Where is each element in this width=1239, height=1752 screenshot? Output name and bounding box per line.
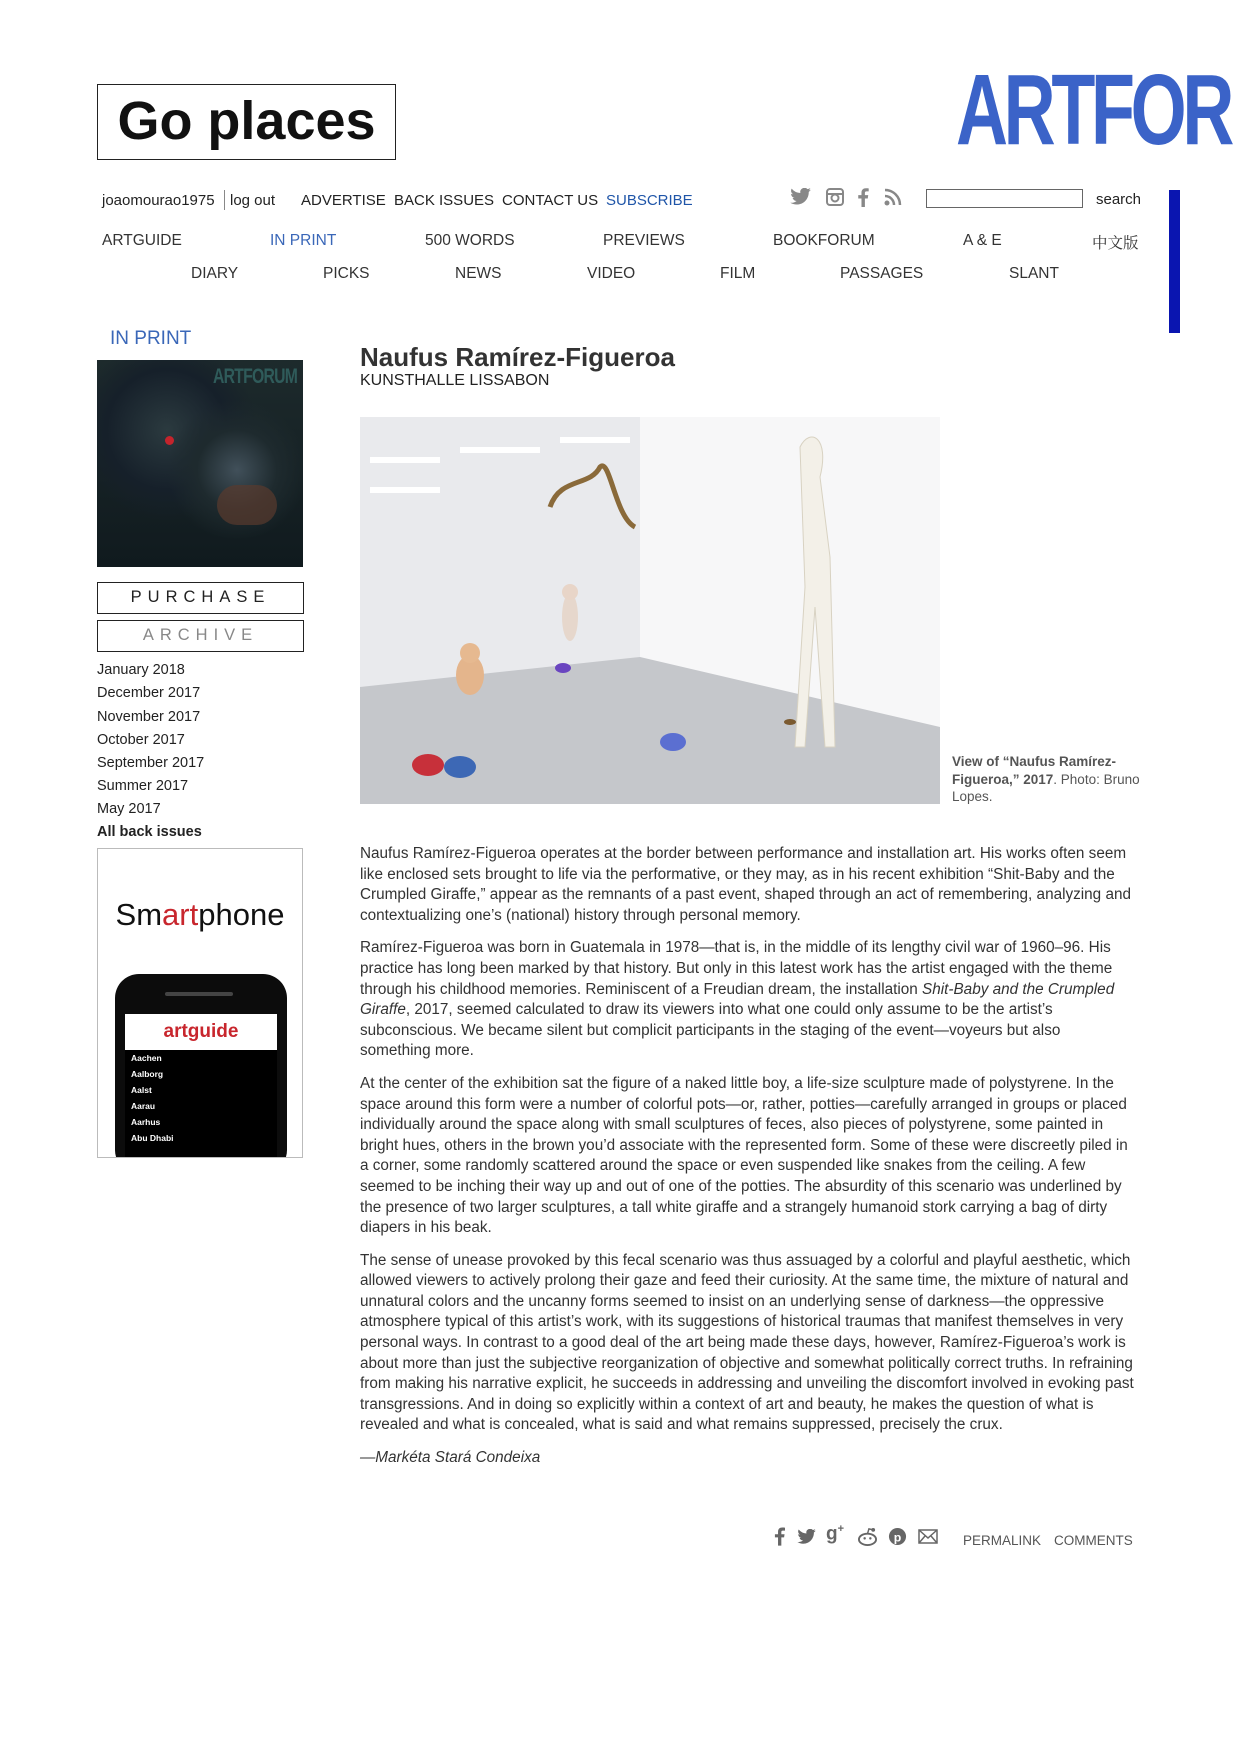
nav-news[interactable]: NEWS [455,265,502,282]
username[interactable]: joaomourao1975 [102,192,215,209]
city-item: Abu Dhabi [131,1133,174,1143]
nav-500-words[interactable]: 500 WORDS [425,232,515,249]
issue-link[interactable]: November 2017 [97,709,201,725]
paragraph: At the center of the exhibition sat the figure of a naked little boy, a life-size sculpture made of polystyrene. In the space around this form were a number of colorful pots—or, rather, potties—carefully arranged in groups or placed individually around the space along with small sculptures of feces, also pieces of polystyrene, some painted in bright hues, others in the brown you’d associate with the represented form. Some of these were discreetly piled in a corner, some randomly scattered around the space or even suspended like snakes from the ceiling. A few seemed to be inching their way up and out of one of the potties. The absurdity of this scenario was underlined by the presence of two larger sculptures, a tall white giraffe and a strangely humanoid stork carrying a bag of dirty diapers in his beak. [360,1074,1128,1237]
nav-previews[interactable]: PREVIEWS [603,232,685,249]
nav-diary[interactable]: DIARY [191,265,239,282]
issue-link[interactable]: September 2017 [97,755,205,771]
logout-link[interactable]: log out [230,192,276,209]
issue-link[interactable]: October 2017 [97,732,185,748]
cover-masthead: ARTFORUM [212,365,297,388]
archive-button[interactable]: ARCHIVE [97,620,304,652]
reddit-icon[interactable] [857,1527,878,1551]
issue-link[interactable]: December 2017 [97,685,201,701]
nav-slant[interactable]: SLANT [1009,265,1059,282]
purchase-button[interactable]: PURCHASE [97,582,304,614]
article-venue: KUNSTHALLE LISSABON [360,372,550,389]
search-input[interactable] [926,189,1083,208]
nav-passages[interactable]: PASSAGES [840,265,924,282]
instagram-icon[interactable] [826,188,844,212]
nav-artguide[interactable]: ARTGUIDE [102,232,182,249]
article-body [360,844,1135,1481]
paragraph: Ramírez-Figueroa was born in Guatemala in 1978—that is, in the middle of its lengthy civil war of 1960–96. His practice has long been marked by that history. But only in this latest work has the artist engaged with the theme through his childhood memories. Reminiscent of a Freudian dream, the installation Shit-Baby and the Crumpled Giraffe, 2017, seemed calculated to draw its viewers into what one could only assume to be the artist’s subconscious. We became silent but complicit participants in the staging of the event—voyeurs but also something more. [360,939,1115,1060]
city-item: Aarhus [131,1117,161,1127]
issue-link[interactable]: January 2018 [97,662,185,678]
pinterest-icon[interactable] [888,1527,907,1551]
author-signature[interactable]: —Markéta Stará Condeixa [360,1449,541,1467]
issue-link[interactable]: Summer 2017 [97,778,189,794]
site-logo[interactable]: ARTFOR [956,54,1231,166]
app-name: artguide [125,1014,277,1050]
article-title: Naufus Ramírez-Figueroa [360,342,675,372]
section-title: IN PRINT [110,328,192,349]
phone-illustration [115,974,287,1158]
issue-cover[interactable] [97,360,303,567]
permalink-link[interactable]: PERMALINK [963,1533,1042,1548]
twitter-icon[interactable] [797,1529,817,1550]
facebook-icon[interactable] [774,1527,785,1551]
nav-in-print[interactable]: IN PRINT [270,232,337,249]
phone-speaker [165,992,233,996]
paragraph: The sense of unease provoked by this fecal scenario was thus assuaged by a colorful and playful aesthetic, which allowed viewers to actively prolong their gaze and feed their curiosity. At the same time, the mixture of natural and unnatural colors and the uncanny forms seemed to insist on an underlying sense of darkness—the oppressive atmosphere typical of this artist’s work, with its suggestions of historical traumas that manifest themselves in very personal ways. In contrast to a good deal of the art being made these days, however, Ramírez-Figueroa’s work is about more than just the subjective reorganization of objective and somewhat politically correct truths. In refraining from making his narrative explicit, he succeeds in addressing and unveiling the discomfort involved in evoking past transgressions. And in doing so explicitly within a context of art and beauty, he makes the question of what is revealed and what is concealed, what is said and what remains suppressed, precisely the crux. [360,1251,1134,1434]
issue-link[interactable]: May 2017 [97,801,161,817]
cover-detail [165,436,174,445]
email-icon[interactable] [918,1529,938,1549]
ad-banner[interactable]: Go places [97,84,396,160]
nav-picks[interactable]: PICKS [323,265,370,282]
facebook-icon[interactable] [857,188,869,213]
smartphone-promo[interactable] [97,848,303,1158]
nav-film[interactable]: FILM [720,265,756,282]
city-item: Aalst [131,1085,152,1095]
nav-a-and-e[interactable]: A & E [963,232,1002,249]
contact-us-link[interactable]: CONTACT US [502,192,599,209]
divider [224,190,225,210]
promo-title: Smartphone [115,897,285,932]
exhibition-photo[interactable] [360,417,940,804]
comments-link[interactable]: COMMENTS [1054,1533,1133,1548]
nav-bookforum[interactable]: BOOKFORUM [773,232,875,249]
back-issues-link[interactable]: BACK ISSUES [394,192,495,209]
nav-chinese[interactable]: 中文版 [1092,235,1139,252]
cover-detail [217,485,277,525]
rss-icon[interactable] [884,188,902,212]
paragraph: Naufus Ramírez-Figueroa operates at the border between performance and installation art. His works often seem like enclosed sets brought to life via the performative, or they may, as in his recent exhibition “Shit-Baby and the Crumpled Giraffe,” appear as the remnants of a past event, shaped through an act of remembering, analyzing and contextualizing one’s (national) history through personal memory. [360,845,1131,924]
phone-screen [125,1014,277,1158]
nav-video[interactable]: VIDEO [587,265,636,282]
scroll-indicator [1169,190,1180,333]
all-back-issues-link[interactable]: All back issues [97,824,202,840]
photo-caption: View of “Naufus Ramírez-Figueroa,” 2017. Photo: Bruno Lopes. [952,754,1140,804]
city-item: Aarau [131,1101,156,1111]
search-button[interactable]: search [1096,191,1142,208]
city-item: Aalborg [131,1069,164,1079]
svg-text:p: p [893,1530,902,1545]
googleplus-icon[interactable]: g+ [826,1523,845,1545]
city-item: Aachen [131,1053,162,1063]
twitter-icon[interactable] [790,188,812,212]
subscribe-link[interactable]: SUBSCRIBE [606,192,693,209]
advertise-link[interactable]: ADVERTISE [301,192,386,209]
